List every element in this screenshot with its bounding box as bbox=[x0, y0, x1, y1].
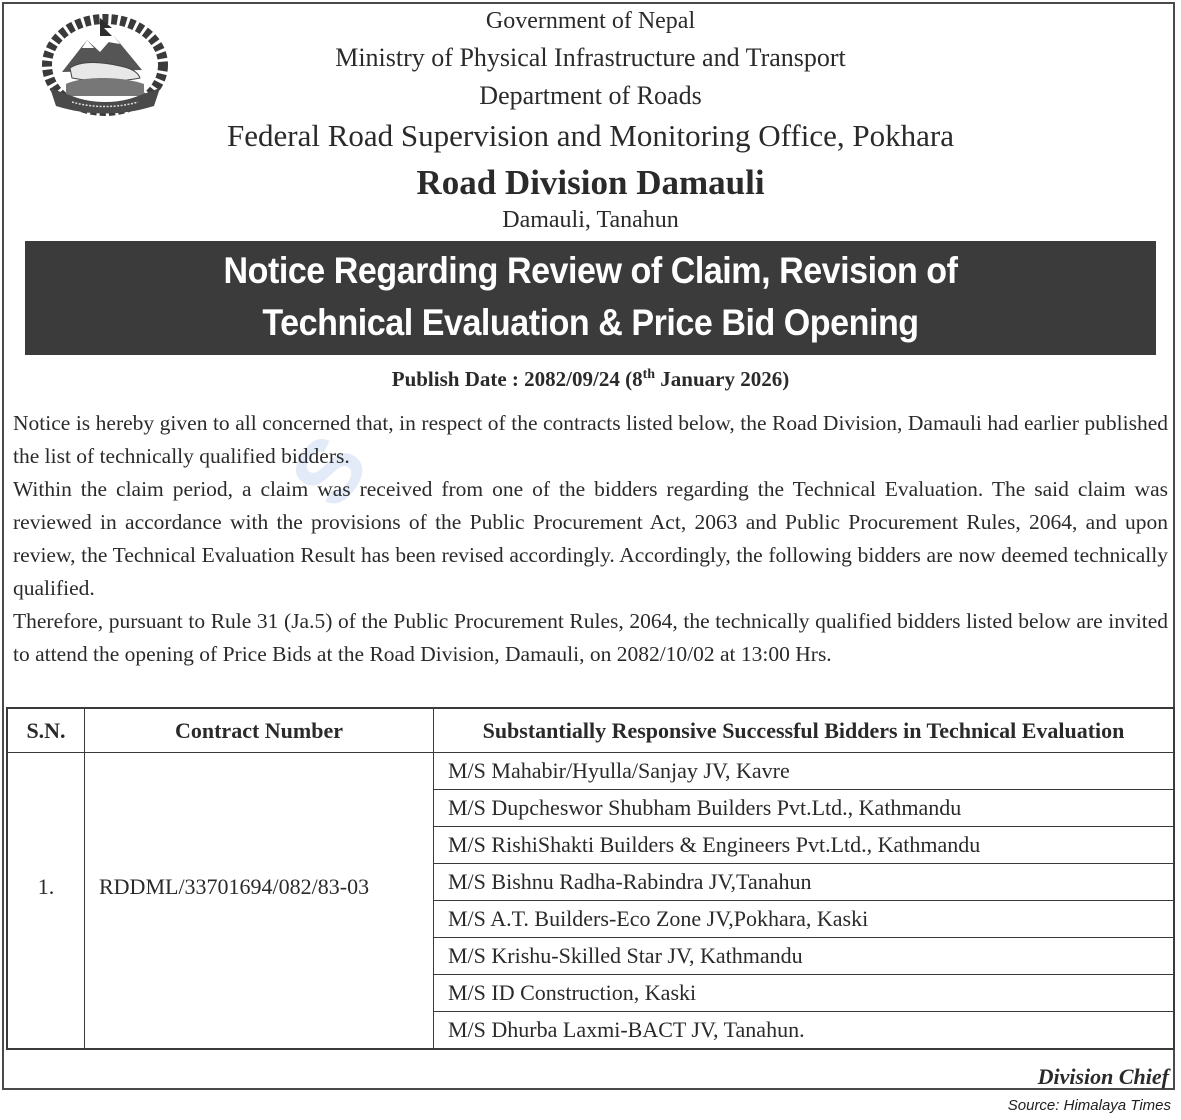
publish-date bbox=[0, 367, 1181, 392]
ministry-heading: Ministry of Physical Infrastructure and Transport bbox=[335, 43, 846, 72]
notice-paragraph: Notice is hereby given to all concerned that, in respect of the contracts listed below, the Road Division, Damauli had earlier published the list of technically qualified bidders. bbox=[13, 411, 1168, 468]
publish-date-label: Publish Date : 2082/09/24 (8 bbox=[391, 367, 643, 391]
table-row bbox=[7, 753, 1174, 790]
division-heading: Road Division Damauli bbox=[416, 163, 765, 202]
table-header-row bbox=[7, 708, 1174, 753]
notice-paragraph: Within the claim period, a claim was received from one of the bidders regarding the Technical Evaluation. The said claim was reviewed in accordance with the provisions of the Public Procurement Act, 2063 and Public Procurement Rules, 2064, and upon review, the Technical Evaluation Result has been revised accordingly. Accordingly, the following bidders are now deemed technically qualified. bbox=[13, 477, 1168, 600]
watermark: S bbox=[271, 417, 388, 525]
publish-date-ordinal: th bbox=[642, 367, 656, 382]
bidder-cell: M/S Bishnu Radha-Rabindra JV,Tanahun bbox=[434, 864, 1175, 901]
notice-title-line-2: Technical Evaluation & Price Bid Opening bbox=[262, 302, 919, 343]
bidder-cell: M/S Dupcheswor Shubham Builders Pvt.Ltd., Kathmandu bbox=[434, 790, 1175, 827]
source-credit: Source: Himalaya Times bbox=[1007, 1097, 1171, 1114]
bidder-cell: M/S A.T. Builders-Eco Zone JV,Pokhara, Kaski bbox=[434, 901, 1175, 938]
signature-title: Division Chief bbox=[1037, 1064, 1169, 1089]
publish-date-tail: January 2026) bbox=[655, 367, 790, 391]
cell-sn bbox=[7, 753, 85, 1050]
bidder-cell: M/S RishiShakti Builders & Engineers Pvt.Ltd., Kathmandu bbox=[434, 827, 1175, 864]
header-bidders: Substantially Responsive Successful Bidders in Technical Evaluation bbox=[434, 708, 1175, 753]
bidder-cell: M/S Krishu-Skilled Star JV, Kathmandu bbox=[434, 938, 1175, 975]
contract-number-value: RDDML/33701694/082/83-03 bbox=[99, 873, 370, 899]
notice-title-banner bbox=[25, 241, 1156, 355]
notice-title-line-1: Notice Regarding Review of Claim, Revision of bbox=[223, 250, 958, 291]
office-heading: Federal Road Supervision and Monitoring Office, Pokhara bbox=[227, 118, 954, 153]
bidder-cell: M/S Dhurba Laxmi-BACT JV, Tanahun. bbox=[434, 1012, 1175, 1050]
notice-body bbox=[13, 407, 1168, 671]
bidder-cell: M/S ID Construction, Kaski bbox=[434, 975, 1175, 1012]
bidders-table bbox=[6, 707, 1175, 1050]
header-contract-number: Contract Number bbox=[85, 708, 434, 753]
department-heading: Department of Roads bbox=[479, 81, 702, 110]
cell-contract-number bbox=[85, 753, 434, 1050]
location-heading: Damauli, Tanahun bbox=[502, 207, 679, 233]
notice-paragraph: Therefore, pursuant to Rule 31 (Ja.5) of the Public Procurement Rules, 2064, the technically qualified bidders listed below are invited to attend the opening of Price Bids at the Road Division, Damauli, on 2082/10/02 at 13:00 Hrs. bbox=[13, 609, 1168, 666]
government-heading: Government of Nepal bbox=[485, 8, 696, 34]
header-sn: S.N. bbox=[7, 708, 85, 753]
bidder-cell: M/S Mahabir/Hyulla/Sanjay JV, Kavre bbox=[434, 753, 1175, 790]
sn-value: 1. bbox=[37, 873, 55, 899]
